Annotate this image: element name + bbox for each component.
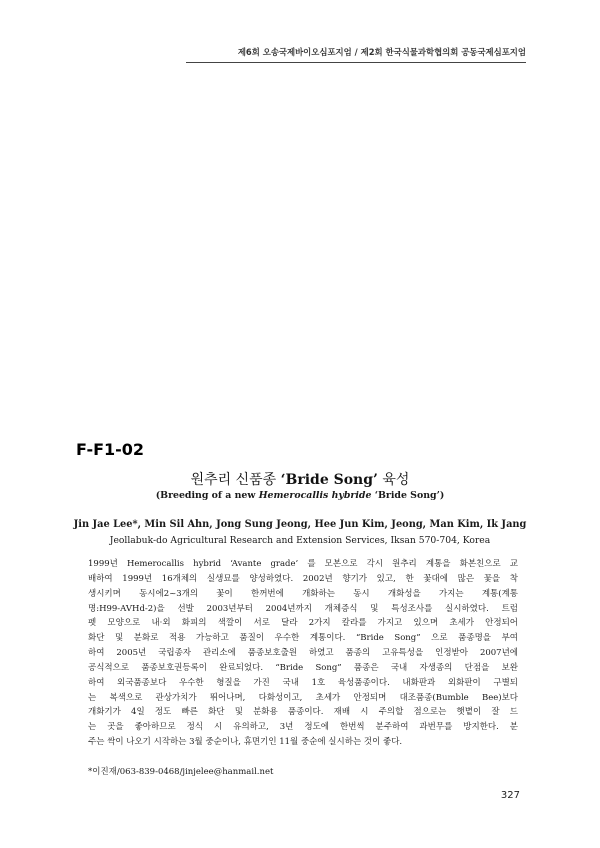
affiliation: Jeollabuk-do Agricultural Research and Extension Services, Iksan 570-704, Korea [109, 535, 491, 546]
body-line: 는 곳을 좋아하므로 정식 시 유의하고, 3년 정도에 한번씩 분주하여 과번무를 방지한다. 분 [88, 722, 518, 733]
header-rule [186, 62, 526, 63]
abstract-code: F-F1-02 [76, 440, 145, 459]
body-line: 펫 모양으로 내·외 화피의 색깔이 서로 달라 2가지 칼라를 가지고 있으며 초세가 안정되어 [88, 618, 518, 629]
abstract-body [88, 557, 518, 750]
body-line: 배하여 1999년 16개체의 실생묘를 양성하였다. 2002년 향기가 있고, 한 꽃대에 많은 꽃을 착 [88, 573, 518, 584]
title-english [0, 490, 600, 501]
contact-info: *이진재/063-839-0468/jinjelee@hanmail.net [88, 767, 274, 777]
authors: Jin Jae Lee*, Min Sil Ahn, Jong Sung Jeong, Hee Jun Kim, Jeong, Man Kim, Ik Jang [73, 519, 527, 530]
title-english-suffix: ‘Bride Song’) [371, 490, 445, 501]
title-english-prefix: (Breeding of a new [155, 490, 259, 501]
body-line: 생시키며 동시에2~3개의 꽃이 한꺼번에 개화하는 동시 개화성을 가지는 계통(계통 [88, 588, 518, 599]
title-korean [0, 469, 600, 489]
body-line: 개화기가 4일 정도 빠른 화단 및 분화용 품종이다. 재배 시 주의할 점으로는 햇볕이 잘 드 [88, 707, 518, 718]
title-korean-prefix: 원추리 신품종 [190, 472, 281, 488]
running-header: 제6회 오송국제바이오심포지엄 / 제2회 한국식물과학협의회 공동국제심포지엄 [237, 47, 526, 57]
page-number: 327 [500, 790, 520, 801]
body-line: 화단 및 분화로 적용 가능하고 품질이 우수한 계통이다. “Bride Song” 으로 품종명을 부여 [88, 633, 518, 644]
body-line: 는 복색으로 관상가치가 뛰어나며, 다화성이고, 초세가 안정되며 대조품종(Bumble Bee)보다 [88, 692, 518, 703]
title-english-genus: Hemerocallis hybride [258, 490, 372, 501]
body-line: 명:H99-AVHd-2)을 선발 2003년부터 2004년까지 개체증식 및 특성조사를 실시하였다. 트럼 [88, 603, 518, 614]
body-line: 하여 외국품종보다 우수한 형질을 가진 국내 1호 육성품종이다. 내화판과 외화판이 구별되 [88, 677, 518, 688]
body-line: 1999년 Hemerocallis hybrid ‘Avante grade’ 를 모본으로 각시 원추리 계통을 화본친으로 교 [88, 559, 518, 569]
body-line: 주는 싹이 나오기 시작하는 3월 중순이나, 휴면기인 11월 중순에 실시하는 것이 좋다. [88, 737, 403, 748]
title-korean-suffix: 육성 [377, 472, 410, 488]
title-korean-variety: ‘Bride Song’ [280, 472, 378, 488]
body-line: 공식적으로 품종보호권등록이 완료되었다. “Bride Song” 품종은 국내 자생종의 단점을 보완 [88, 662, 518, 673]
body-line: 하여 2005년 국립종자 관리소에 품종보호출원 하였고 품종의 고유특성을 인정받아 2007년에 [88, 648, 518, 659]
